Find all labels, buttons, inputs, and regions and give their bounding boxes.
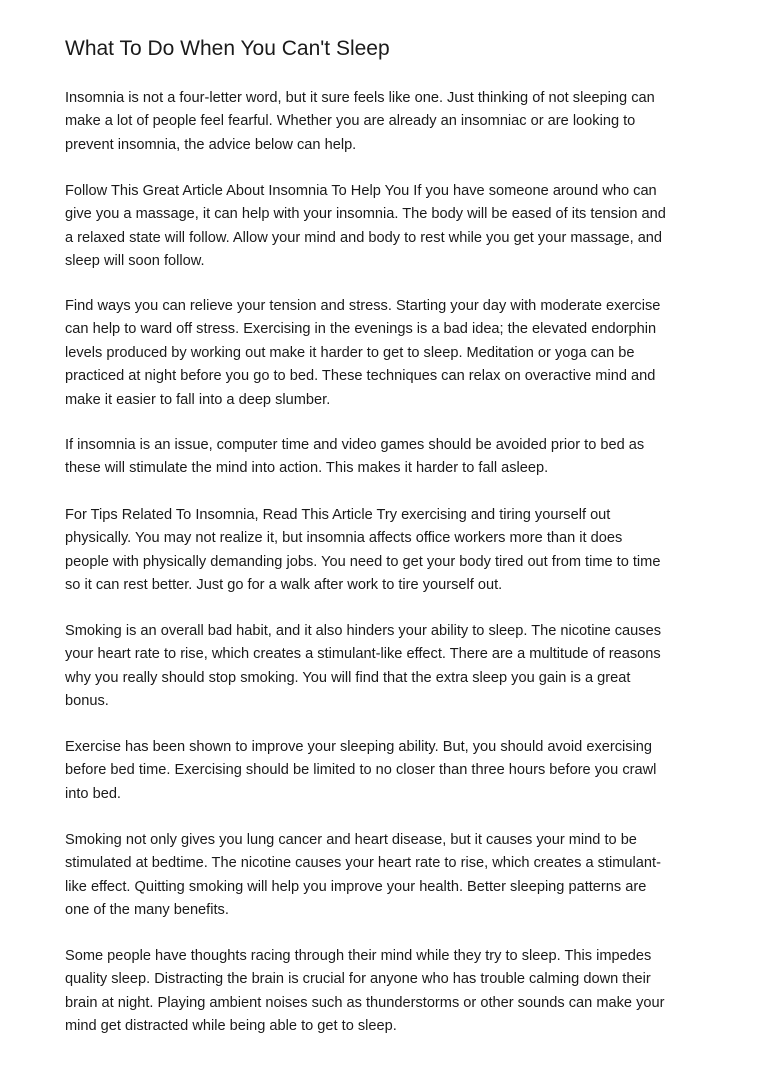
paragraph-line: stimulated at bedtime. The nicotine causes your heart rate to rise, which creates a stimulant- [65, 855, 661, 872]
paragraph-line: brain at night. Playing ambient noises such as thunderstorms or other sounds can make your [65, 994, 665, 1011]
paragraph-2 [65, 180, 715, 274]
paragraph-1 [65, 87, 715, 157]
paragraph-line: bonus. [65, 693, 109, 710]
paragraph-3 [65, 295, 715, 412]
paragraph-line: Find ways you can relieve your tension and stress. Starting your day with moderate exercise [65, 298, 661, 314]
paragraph-9 [65, 945, 715, 1039]
paragraph-line: why you really should stop smoking. You will find that the extra sleep you gain is a great [65, 669, 631, 686]
paragraph-line: give you a massage, it can help with your insomnia. The body will be eased of its tension and [65, 206, 666, 223]
paragraph-6 [65, 620, 715, 714]
paragraph-line: so it can rest better. Just go for a walk after work to tire yourself out. [65, 577, 503, 594]
paragraph-line: prevent insomnia, the advice below can help. [65, 136, 357, 153]
paragraph-line: If insomnia is an issue, computer time and video games should be avoided prior to bed as [65, 437, 645, 453]
paragraph-line: Follow This Great Article About Insomnia To Help You If you have someone around who can [65, 183, 657, 199]
paragraph-line: can help to ward off stress. Exercising in the evenings is a bad idea; the elevated endorphin [65, 321, 657, 338]
page-title: What To Do When You Can't Sleep [65, 37, 390, 60]
paragraph-line: practiced at night before you go to bed. These techniques can relax on overactive mind and [65, 368, 656, 385]
paragraph-line: Some people have thoughts racing through their mind while they try to sleep. This impedes [65, 948, 652, 964]
paragraph-line: mind get distracted while being able to get to sleep. [65, 1018, 397, 1035]
paragraph-line: these will stimulate the mind into action. This makes it harder to fall asleep. [65, 460, 549, 477]
paragraph-line: like effect. Quitting smoking will help you improve your health. Better sleeping patterns are [65, 878, 647, 895]
paragraph-line: physically. You may not realize it, but insomnia affects office workers more than it does [65, 530, 623, 547]
paragraph-line: make it easier to fall into a deep slumber. [65, 391, 331, 408]
paragraph-line: For Tips Related To Insomnia, Read This Article Try exercising and tiring yourself out [65, 507, 611, 523]
paragraph-line: people with physically demanding jobs. You need to get your body tired out from time to time [65, 553, 661, 570]
paragraph-5 [65, 504, 715, 598]
paragraph-4 [65, 434, 715, 481]
paragraph-line: a relaxed state will follow. Allow your mind and body to rest while you get your massage, and [65, 229, 663, 246]
paragraph-line: quality sleep. Distracting the brain is crucial for anyone who has trouble calming down their [65, 971, 651, 988]
paragraph-8 [65, 829, 715, 923]
paragraph-line: Exercise has been shown to improve your sleeping ability. But, you should avoid exercising [65, 739, 653, 755]
paragraph-line: your heart rate to rise, which creates a stimulant-like effect. There are a multitude of reasons [65, 646, 661, 663]
paragraph-line: Smoking is an overall bad habit, and it also hinders your ability to sleep. The nicotine causes [65, 623, 661, 639]
paragraph-line: into bed. [65, 785, 121, 802]
paragraph-line: Smoking not only gives you lung cancer and heart disease, but it causes your mind to be [65, 832, 637, 848]
paragraph-line: levels produced by working out make it harder to get to sleep. Meditation or yoga can be [65, 344, 635, 361]
paragraph-line: make a lot of people feel fearful. Whether you are already an insomniac or are looking to [65, 113, 636, 130]
paragraph-line: sleep will soon follow. [65, 253, 205, 270]
paragraph-line: Insomnia is not a four-letter word, but it sure feels like one. Just thinking of not sleeping can [65, 90, 655, 106]
paragraph-line: one of the many benefits. [65, 902, 229, 919]
paragraph-7 [65, 736, 715, 806]
paragraph-line: before bed time. Exercising should be limited to no closer than three hours before you crawl [65, 762, 657, 779]
